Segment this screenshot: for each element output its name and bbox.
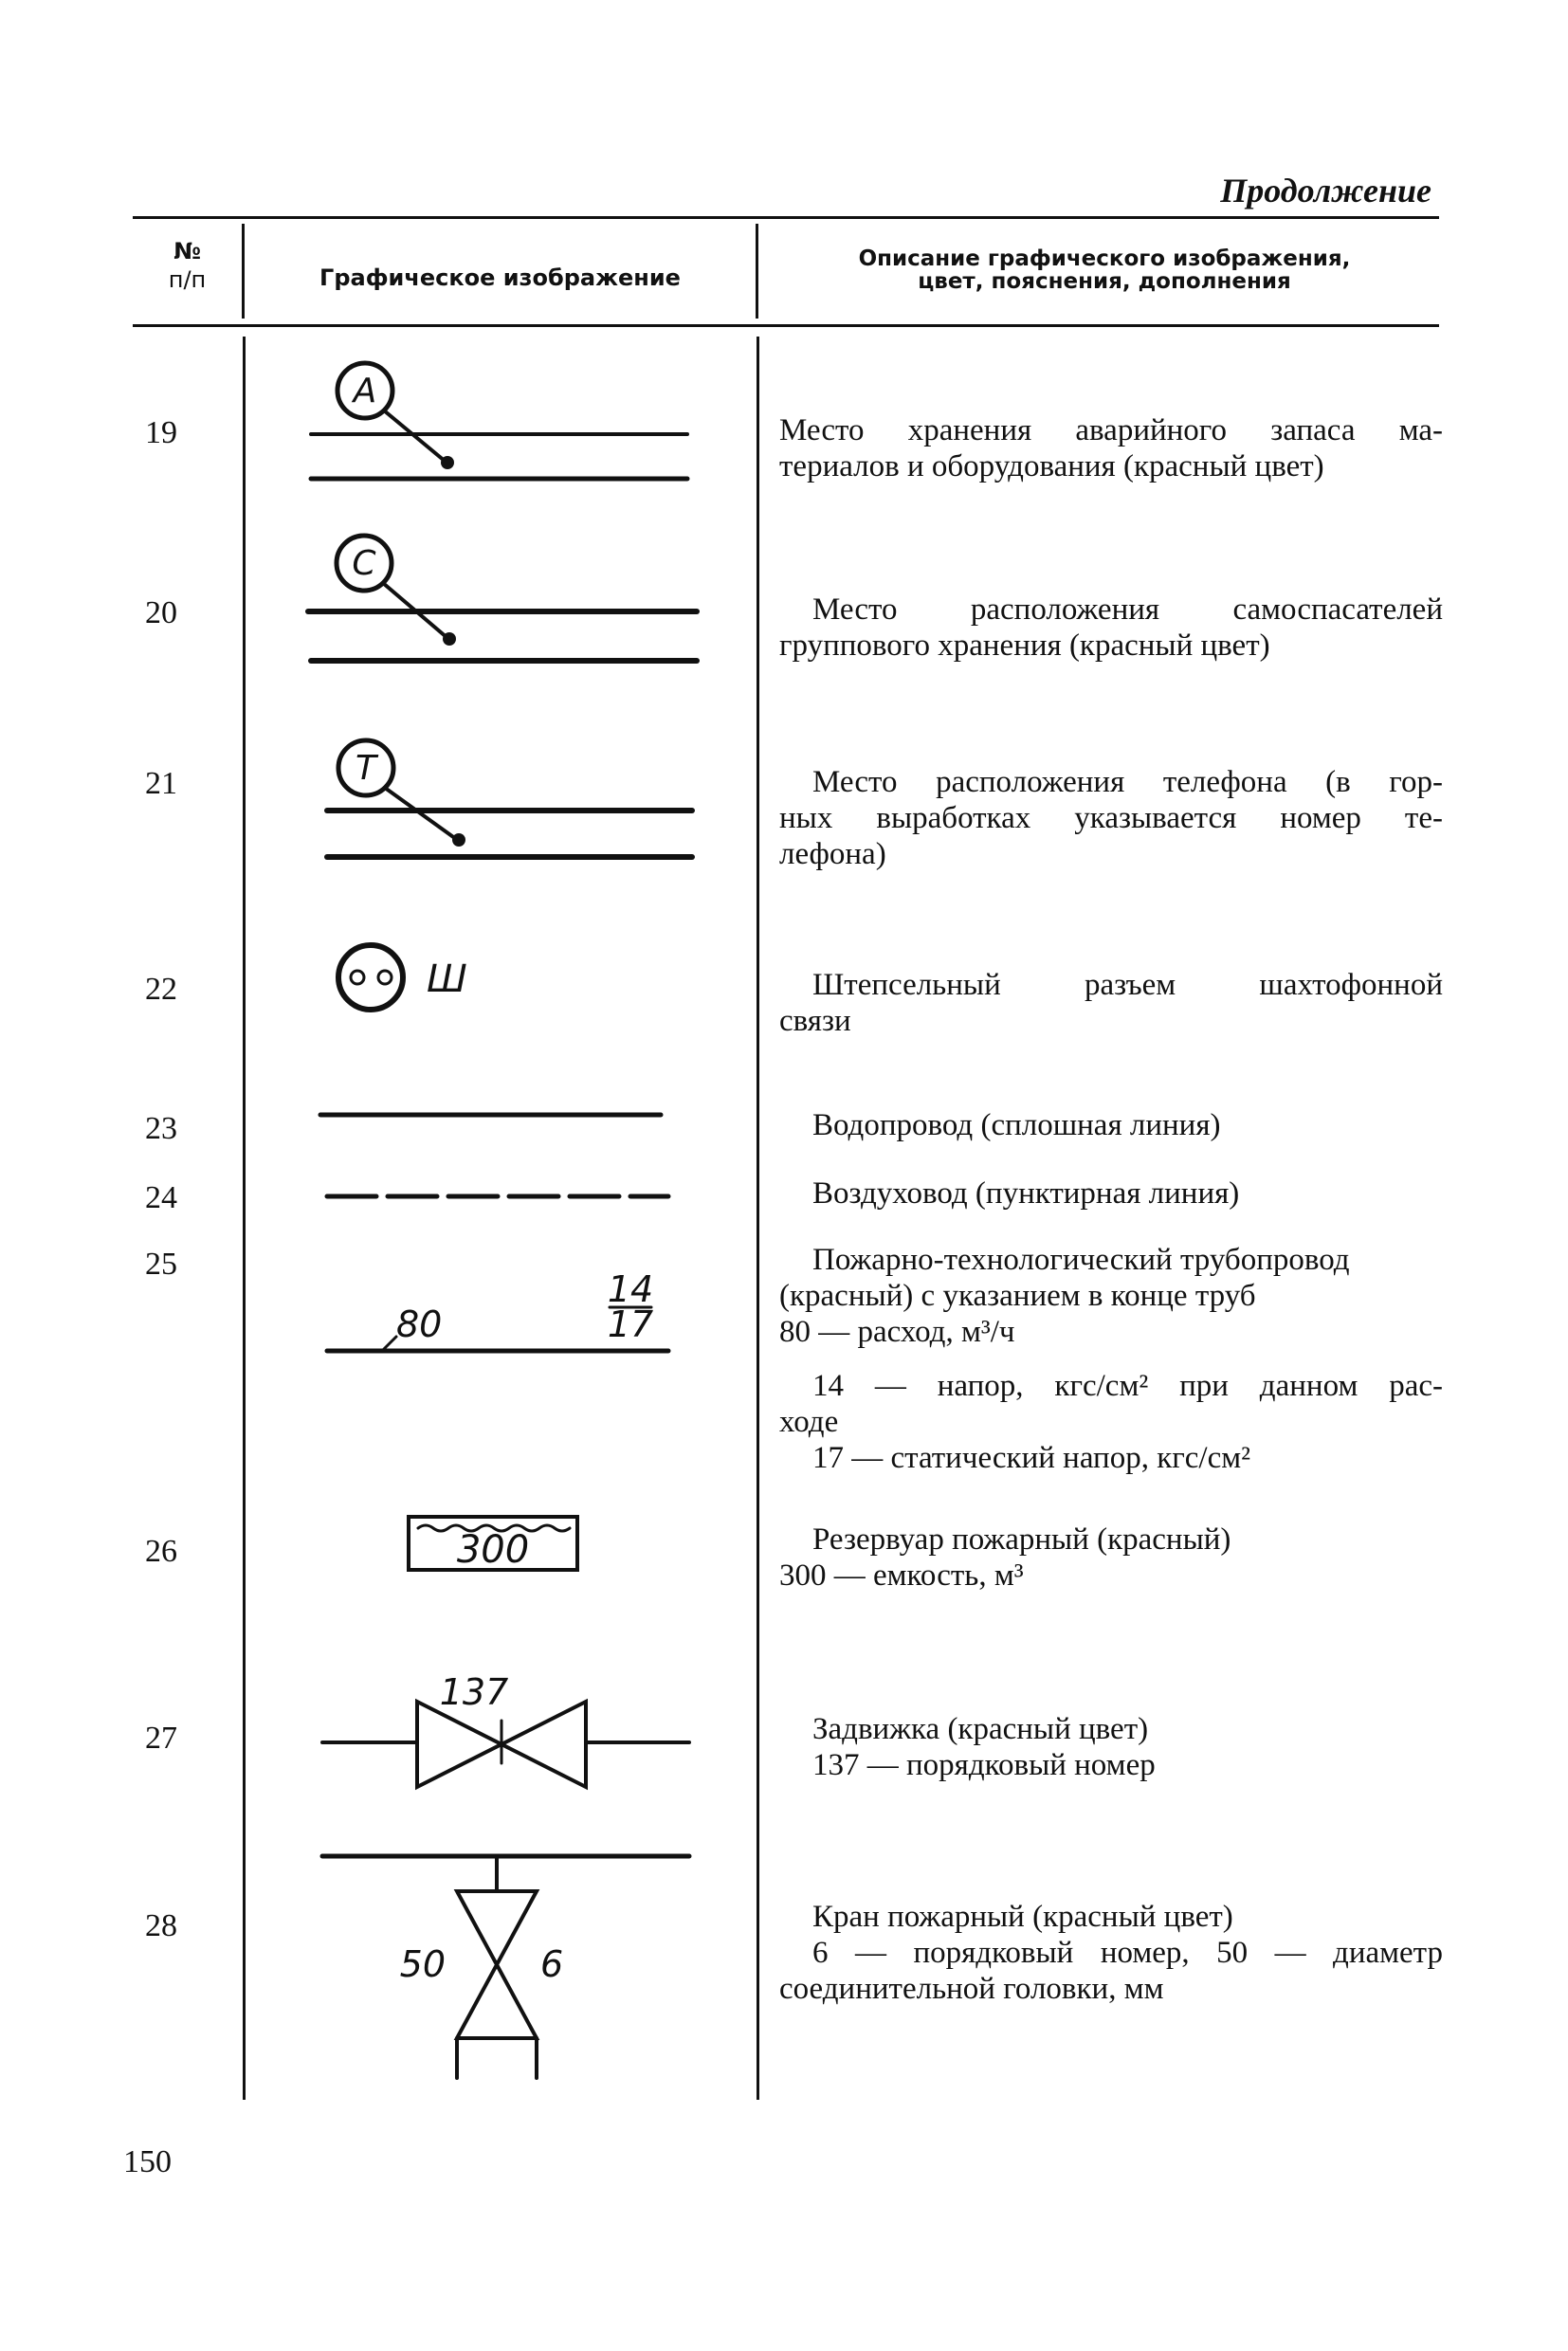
row-26-number: 26 <box>145 1534 177 1569</box>
desc-line: Задвижка (красный цвет) <box>812 1712 1149 1746</box>
row-20-number: 20 <box>145 595 177 630</box>
self-rescuer-symbol <box>308 536 697 661</box>
row-24-number: 24 <box>145 1180 177 1215</box>
continuation-label: Продолжение <box>1220 172 1431 210</box>
row-25-number: 25 <box>145 1247 177 1282</box>
desc-line: Кран пожарный (красный цвет) <box>812 1900 1233 1934</box>
header-graphic: Графическое изображение <box>319 264 681 291</box>
desc-line: ходе <box>779 1405 839 1439</box>
flow-value: 80 <box>396 1303 443 1345</box>
desc-line: Штепсельный разъем шахтофонной <box>812 968 1443 1002</box>
reservoir-symbol <box>409 1517 577 1572</box>
static-pressure-value: 17 <box>607 1303 654 1345</box>
desc-line: 17 — статический напор, кгс/см² <box>812 1441 1250 1475</box>
valve-number: 137 <box>439 1671 509 1713</box>
desc-line: соединительной головки, мм <box>779 1972 1164 2006</box>
symbol-letter: Ш <box>427 957 467 1001</box>
telephone-symbol <box>327 740 692 857</box>
desc-line: Пожарно-технологический трубопровод <box>812 1243 1350 1277</box>
desc-line: Место хранения аварийного запаса ма- <box>779 413 1443 447</box>
desc-line: 14 — напор, кгс/см² при данном рас- <box>812 1369 1443 1403</box>
desc-line: Воздуховод (пунктирная линия) <box>812 1176 1240 1211</box>
row-19-number: 19 <box>145 415 177 450</box>
desc-line: ных выработках указывается номер те- <box>779 801 1443 835</box>
desc-line: 80 — расход, м³/ч <box>779 1315 1015 1349</box>
symbol-letter: С <box>352 544 376 583</box>
desc-line: 6 — порядковый номер, 50 — диаметр <box>812 1936 1443 1970</box>
desc-line: Место расположения телефона (в гор- <box>812 765 1443 799</box>
desc-line: лефона) <box>779 837 886 871</box>
desc-line: связи <box>779 1004 851 1038</box>
row-22-number: 22 <box>145 972 177 1007</box>
desc-line: группового хранения (красный цвет) <box>779 629 1270 663</box>
header-number-sign: № <box>173 238 201 264</box>
page-number: 150 <box>123 2144 172 2179</box>
hydrant-number: 6 <box>540 1943 564 1985</box>
header-description-line1: Описание графического изображения, <box>858 246 1351 271</box>
desc-line: 137 — порядковый номер <box>812 1748 1156 1782</box>
row-23-number: 23 <box>145 1111 177 1146</box>
desc-line: Резервуар пожарный (красный) <box>812 1522 1231 1557</box>
desc-line: 300 — емкость, м³ <box>779 1558 1024 1593</box>
header-description-line2: цвет, пояснения, дополнения <box>918 269 1291 294</box>
row-21-number: 21 <box>145 766 177 801</box>
socket-symbol <box>338 945 467 1010</box>
emergency-store-symbol <box>311 363 687 479</box>
row-27-number: 27 <box>145 1721 177 1756</box>
symbol-letter: А <box>353 372 377 410</box>
desc-line: Водопровод (сплошная линия) <box>812 1108 1221 1142</box>
pressure-value: 14 <box>607 1268 654 1310</box>
desc-line: Место расположения самоспасателей <box>812 592 1443 627</box>
desc-line: (красный) с указанием в конце труб <box>779 1279 1256 1313</box>
gate-valve-symbol <box>322 1671 689 1787</box>
capacity-value: 300 <box>456 1528 530 1572</box>
fire-hydrant-symbol <box>322 1856 689 2078</box>
symbol-letter: Т <box>356 749 376 788</box>
row-28-number: 28 <box>145 1908 177 1943</box>
fire-pipeline-symbol <box>327 1268 668 1351</box>
desc-line: териалов и оборудования (красный цвет) <box>779 449 1324 483</box>
hydrant-diameter: 50 <box>399 1943 446 1985</box>
header-number-abbrev: п/п <box>168 266 207 293</box>
